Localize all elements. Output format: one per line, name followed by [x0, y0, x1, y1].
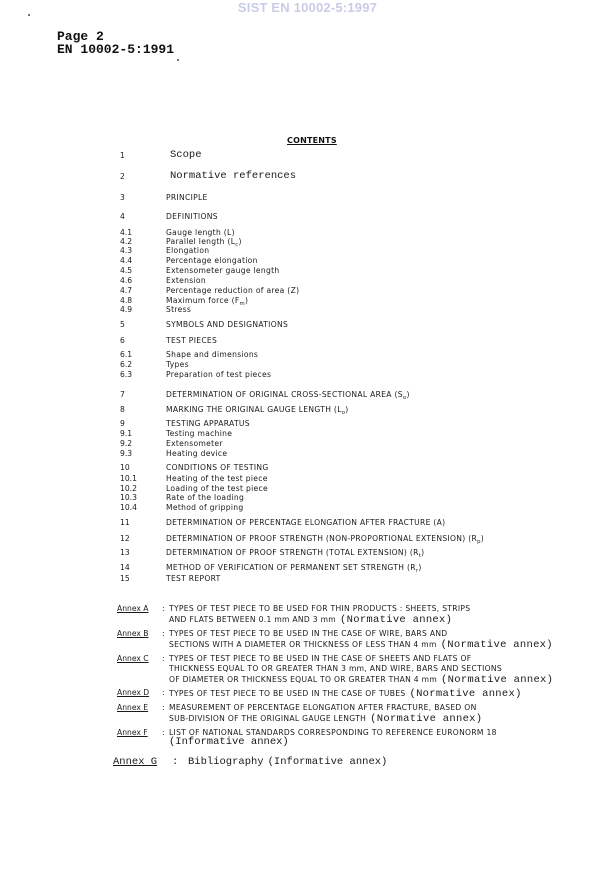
annex-separator: : — [162, 654, 165, 663]
toc-title-text: Heating device — [166, 449, 228, 458]
toc-title-text: SYMBOLS AND DESIGNATIONS — [166, 320, 289, 329]
toc-title — [170, 170, 296, 182]
annex-title-text: TYPES OF TEST PIECE TO BE USED IN THE CASE OF SHEETS AND FLATS OF — [169, 654, 472, 663]
toc-title — [166, 305, 191, 314]
subscript: o — [402, 395, 407, 401]
annex-type: (Informative annex) — [169, 736, 289, 748]
toc-title-text: Preparation of test pieces — [166, 370, 272, 379]
toc-title-text: Gauge length (L) — [166, 228, 235, 237]
toc-number: 4.3 — [120, 246, 133, 255]
toc-number: 8 — [120, 405, 125, 414]
annex-label[interactable]: Annex A — [117, 604, 149, 613]
toc-title-text: Extensometer gauge length — [166, 266, 280, 275]
subscript: p — [477, 539, 481, 545]
annex-label[interactable]: Annex G — [113, 756, 158, 768]
toc-title — [166, 286, 299, 295]
toc-number: 4.1 — [120, 228, 133, 237]
toc-title-text: Heating of the test piece — [166, 474, 268, 483]
annex-title-text: Bibliography — [188, 756, 264, 768]
annex-label[interactable]: Annex E — [117, 703, 149, 712]
toc-title — [166, 336, 217, 345]
toc-number: 4.2 — [120, 237, 133, 246]
annex-title-text: TYPES OF TEST PIECE TO BE USED IN THE CASE OF TUBES — [169, 689, 406, 698]
toc-title — [166, 574, 221, 583]
toc-title — [166, 370, 271, 379]
annex-separator: : — [162, 688, 165, 697]
toc-number: 10.1 — [120, 474, 137, 483]
toc-title — [166, 419, 250, 428]
toc-title — [166, 463, 269, 472]
toc-title — [166, 518, 445, 527]
toc-title — [166, 493, 244, 502]
subscript: c — [235, 242, 239, 248]
toc-title — [166, 548, 424, 559]
toc-number: 9.3 — [120, 449, 133, 458]
toc-number: 14 — [120, 563, 130, 572]
toc-title-text: Stress — [166, 305, 192, 314]
toc-number: 4.4 — [120, 256, 133, 265]
annex-separator: : — [162, 728, 165, 737]
toc-title-text: DETERMINATION OF PROOF STRENGTH (TOTAL EXTENSION) (R — [166, 548, 419, 557]
toc-title-text: DETERMINATION OF ORIGINAL CROSS-SECTIONAL AREA (S — [166, 390, 403, 399]
toc-number: 7 — [120, 390, 125, 399]
toc-title-text: Maximum force (F — [166, 296, 240, 305]
toc-number: 4.9 — [120, 305, 133, 314]
toc-title-text: Extension — [166, 276, 206, 285]
annex-type: (Normative annex) — [440, 639, 553, 651]
toc-title — [166, 276, 206, 285]
toc-number: 1 — [120, 151, 125, 160]
toc-number: 4.6 — [120, 276, 133, 285]
toc-number: 10.4 — [120, 503, 137, 512]
contents-title: CONTENTS — [287, 136, 337, 145]
toc-title — [166, 503, 243, 512]
toc-number: 6.2 — [120, 360, 133, 369]
annex-title-text: SUB-DIVISION OF THE ORIGINAL GAUGE LENGTH — [169, 714, 367, 723]
toc-title-text: DETERMINATION OF PERCENTAGE ELONGATION AFTER FRACTURE (A) — [166, 518, 446, 527]
toc-title — [166, 212, 218, 221]
annex-title-text: MEASUREMENT OF PERCENTAGE ELONGATION AFTER FRACTURE, BASED ON — [169, 703, 477, 712]
toc-title-text: Parallel length (L — [166, 237, 236, 246]
toc-number: 10.3 — [120, 493, 137, 502]
toc-title — [166, 534, 484, 545]
toc-title-suffix: ) — [480, 534, 485, 543]
toc-title-suffix: ) — [421, 548, 425, 557]
annex-label[interactable]: Annex F — [117, 728, 148, 737]
toc-title-suffix: ) — [244, 296, 249, 305]
toc-title — [166, 563, 422, 574]
toc-number: 9.2 — [120, 439, 133, 448]
toc-title-text: Loading of the test piece — [166, 484, 268, 493]
toc-title-text: TEST REPORT — [166, 574, 221, 583]
annex-title-line — [169, 674, 553, 686]
toc-title — [166, 484, 268, 493]
toc-title — [166, 429, 232, 438]
standard-id: EN 10002-5:1991 — [57, 42, 175, 57]
toc-number: 4.8 — [120, 296, 133, 305]
toc-number: 13 — [120, 548, 130, 557]
toc-title — [166, 193, 208, 202]
toc-title-text: CONDITIONS OF TESTING — [166, 463, 269, 472]
annex-title-text: THICKNESS EQUAL TO OR GREATER THAN 3 mm, AND WIRE, BARS AND SECTIONS — [169, 664, 502, 673]
toc-title-text: Testing machine — [166, 429, 233, 438]
annex-title-text: OF DIAMETER OR THICKNESS EQUAL TO OR GREATER THAN 4 mm — [169, 675, 438, 684]
annex-title-text: TYPES OF TEST PIECE TO BE USED FOR THIN PRODUCTS : SHEETS, STRIPS — [169, 604, 471, 613]
toc-title-text: MARKING THE ORIGINAL GAUGE LENGTH (L — [166, 405, 342, 414]
annex-type: (Normative annex) — [370, 713, 483, 725]
annex-title-line — [169, 639, 553, 651]
toc-title-text: Extensometer — [166, 439, 223, 448]
annex-separator: : — [162, 604, 165, 613]
annex-title-line — [169, 604, 470, 613]
page-number: Page 2 — [57, 29, 104, 44]
annex-type: (Normative annex) — [340, 614, 453, 626]
toc-title-text: Rate of the loading — [166, 493, 245, 502]
subscript: m — [239, 301, 245, 307]
toc-number: 10 — [120, 463, 130, 472]
toc-title — [166, 449, 227, 458]
toc-title-text: Percentage elongation — [166, 256, 258, 265]
toc-title-suffix: ) — [406, 390, 410, 399]
toc-title-text: Elongation — [166, 246, 210, 255]
annex-title-line — [169, 688, 522, 700]
toc-title-text: Normative references — [170, 170, 297, 182]
toc-title-text: Shape and dimensions — [166, 350, 259, 359]
toc-number: 9 — [120, 419, 125, 428]
watermark: SIST EN 10002-5:1997 — [237, 0, 378, 15]
annex-title-line — [169, 654, 471, 663]
toc-number: 9.1 — [120, 429, 133, 438]
toc-title-suffix: ) — [238, 237, 242, 246]
toc-number: 6 — [120, 336, 125, 345]
annex-title-text: AND FLATS BETWEEN 0.1 mm AND 3 mm — [169, 615, 337, 624]
toc-number: 3 — [120, 193, 125, 202]
toc-number: 4 — [120, 212, 125, 221]
toc-title — [166, 320, 288, 329]
toc-title-text: Types — [166, 360, 189, 369]
toc-number: 11 — [120, 518, 130, 527]
toc-title-text: PRINCIPLE — [166, 193, 208, 202]
annex-type: (Normative annex) — [409, 688, 522, 700]
toc-title — [166, 405, 349, 416]
toc-title-text: DEFINITIONS — [166, 212, 218, 221]
toc-number: 2 — [120, 172, 125, 181]
toc-title-text: TESTING APPARATUS — [166, 419, 250, 428]
toc-title-text: DETERMINATION OF PROOF STRENGTH (NON-PROPORTIONAL EXTENSION) (R — [166, 534, 478, 543]
toc-number: 10.2 — [120, 484, 137, 493]
annex-title-line — [169, 614, 452, 626]
annex-title-line — [169, 713, 482, 725]
toc-title-text: Method of gripping — [166, 503, 244, 512]
toc-title — [170, 149, 202, 161]
toc-number: 4.5 — [120, 266, 133, 275]
toc-title — [166, 228, 235, 237]
subscript: r — [415, 568, 419, 574]
toc-title-text: METHOD OF VERIFICATION OF PERMANENT SET STRENGTH (R — [166, 563, 416, 572]
toc-title — [166, 439, 223, 448]
toc-title — [166, 390, 410, 401]
annex-label[interactable]: Annex B — [117, 629, 149, 638]
annex-title-line — [169, 629, 447, 638]
toc-title-text: TEST PIECES — [166, 336, 218, 345]
toc-title — [166, 350, 258, 359]
annex-separator: : — [172, 756, 179, 768]
annex-title-text: LIST OF NATIONAL STANDARDS CORRESPONDING TO REFERENCE EURONORM 18 — [169, 728, 497, 737]
toc-number: 15 — [120, 574, 130, 583]
toc-title-text: Scope — [170, 149, 202, 161]
subscript: o — [341, 410, 346, 416]
subscript: t — [418, 553, 422, 559]
toc-title — [166, 474, 268, 483]
annex-title-text: SECTIONS WITH A DIAMETER OR THICKNESS OF LESS THAN 4 mm — [169, 640, 437, 649]
toc-title — [166, 246, 209, 255]
annex-title-line — [188, 756, 387, 768]
toc-title-suffix: ) — [418, 563, 422, 572]
annex-label[interactable]: Annex C — [117, 654, 149, 663]
annex-separator: : — [162, 629, 165, 638]
annex-separator: : — [162, 703, 165, 712]
toc-number: 12 — [120, 534, 130, 543]
toc-title — [166, 360, 189, 369]
toc-title-text: Percentage reduction of area (Z) — [166, 286, 300, 295]
toc-number: 4.7 — [120, 286, 133, 295]
annex-type: (Normative annex) — [441, 674, 554, 686]
scan-speck — [177, 59, 179, 61]
toc-number: 6.3 — [120, 370, 133, 379]
annex-type: (Informative annex) — [267, 756, 388, 768]
toc-title — [166, 256, 258, 265]
annex-label[interactable]: Annex D — [117, 688, 150, 697]
annex-title-line — [169, 664, 502, 673]
toc-title — [166, 266, 280, 275]
toc-number: 6.1 — [120, 350, 133, 359]
toc-number: 5 — [120, 320, 125, 329]
annex-title-text: TYPES OF TEST PIECE TO BE USED IN THE CASE OF WIRE, BARS AND — [169, 629, 448, 638]
toc-title-suffix: ) — [345, 405, 349, 414]
scan-speck — [28, 14, 30, 16]
annex-title-line — [169, 703, 477, 712]
